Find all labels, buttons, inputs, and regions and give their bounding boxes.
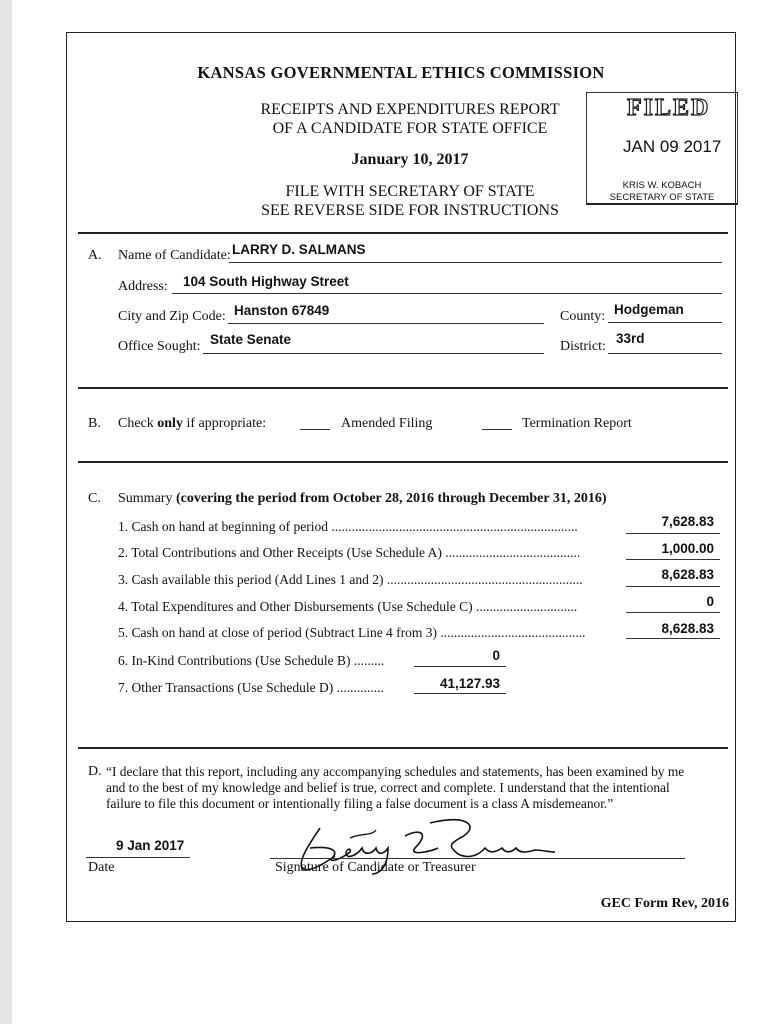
summary-line-1-label: 1. Cash on hand at beginning of period ......................................................................... — [118, 519, 578, 534]
divider — [78, 461, 728, 463]
value-line — [414, 666, 506, 667]
district-value: 33rd — [616, 331, 645, 346]
scan-edge — [0, 0, 12, 1024]
district-label: District: — [560, 339, 606, 354]
summary-line-4-value: 0 — [706, 594, 714, 609]
address-label: Address: — [118, 279, 168, 294]
field-line — [203, 353, 544, 354]
signing-date-value: 9 Jan 2017 — [116, 838, 185, 853]
date-label: Date — [88, 860, 115, 875]
amended-filing-label: Amended Filing — [341, 416, 433, 431]
divider — [78, 232, 728, 234]
value-line — [414, 693, 506, 694]
filing-instruction-2: SEE REVERSE SIDE FOR INSTRUCTIONS — [261, 202, 559, 219]
summary-line-2-value: 1,000.00 — [661, 541, 714, 556]
value-line — [626, 612, 720, 613]
field-line — [229, 262, 722, 263]
declaration-line-2: and to the best of my knowledge and belief is true, correct and complete. I understand that the intentional — [106, 780, 670, 795]
stamp-date: JAN 09 2017 — [623, 137, 722, 156]
address-value: 104 South Highway Street — [183, 274, 349, 289]
value-line — [626, 559, 720, 560]
stamp-official-office: SECRETARY OF STATE — [609, 192, 715, 203]
field-line — [608, 322, 722, 323]
summary-line-6-value: 0 — [492, 648, 500, 663]
summary-line-5-value: 8,628.83 — [661, 621, 714, 636]
date-line — [86, 857, 190, 858]
summary-line-7-label: 7. Other Transactions (Use Schedule D) .............. — [118, 680, 384, 695]
city-zip-value: Hanston 67849 — [234, 303, 330, 318]
declaration-line-3: failure to file this document or intentionally filing a false document is a class A misdemeanor.” — [106, 796, 614, 811]
value-line — [626, 533, 720, 534]
declaration-line-1: “I declare that this report, including any accompanying schedules and statements, has been examined by me — [106, 764, 685, 779]
candidate-name-value: LARRY D. SALMANS — [232, 242, 366, 257]
candidate-name-label: Name of Candidate: — [118, 248, 231, 263]
summary-line-3-value: 8,628.83 — [661, 567, 714, 582]
filed-stamp — [586, 92, 738, 205]
summary-line-7-value: 41,127.93 — [439, 676, 500, 691]
stamp-filed-text: FILED — [627, 95, 711, 121]
section-d-letter: D. — [88, 764, 102, 779]
field-line — [172, 293, 722, 294]
signature-label: Signature of Candidate or Treasurer — [275, 860, 476, 875]
field-line — [228, 323, 544, 324]
summary-line-2-label: 2. Total Contributions and Other Receipts (Use Schedule A) ........................................ — [118, 545, 581, 560]
county-value: Hodgeman — [614, 302, 684, 317]
termination-report-label: Termination Report — [522, 416, 632, 431]
divider — [78, 387, 728, 389]
summary-heading: Summary (covering the period from October 28, 2016 through December 31, 2016) — [118, 491, 607, 506]
report-type-line1: RECEIPTS AND EXPENDITURES REPORT — [260, 101, 560, 118]
summary-line-1-value: 7,628.83 — [661, 514, 714, 529]
section-a-letter: A. — [88, 248, 102, 263]
summary-line-3-label: 3. Cash available this period (Add Lines 1 and 2) .......................................................... — [118, 572, 583, 587]
filing-instruction-1: FILE WITH SECRETARY OF STATE — [285, 183, 535, 200]
summary-line-4-label: 4. Total Expenditures and Other Disbursements (Use Schedule C) .............................. — [118, 599, 578, 614]
county-label: County: — [560, 309, 606, 324]
city-zip-label: City and Zip Code: — [118, 309, 226, 324]
office-sought-label: Office Sought: — [118, 339, 201, 354]
office-sought-value: State Senate — [210, 332, 292, 347]
section-b-letter: B. — [88, 416, 101, 431]
report-date: January 10, 2017 — [351, 151, 469, 168]
amended-filing-checkbox-line[interactable] — [300, 429, 330, 430]
divider — [78, 747, 728, 749]
value-line — [626, 586, 720, 587]
report-type-line2: OF A CANDIDATE FOR STATE OFFICE — [272, 120, 548, 137]
value-line — [626, 638, 720, 639]
field-line — [608, 353, 722, 354]
section-c-letter: C. — [88, 491, 101, 506]
termination-report-checkbox-line[interactable] — [482, 429, 512, 430]
check-only-label: Check only if appropriate: — [118, 416, 267, 431]
declaration-text — [106, 764, 731, 812]
form-title: KANSAS GOVERNMENTAL ETHICS COMMISSION — [197, 63, 605, 82]
signature-line — [270, 858, 685, 859]
summary-line-5-label: 5. Cash on hand at close of period (Subtract Line 4 from 3) ........................................... — [118, 625, 586, 640]
summary-line-6-label: 6. In-Kind Contributions (Use Schedule B) ......... — [118, 653, 385, 668]
stamp-official-name: KRIS W. KOBACH — [622, 180, 702, 191]
form-revision: GEC Form Rev, 2016 — [600, 896, 729, 911]
